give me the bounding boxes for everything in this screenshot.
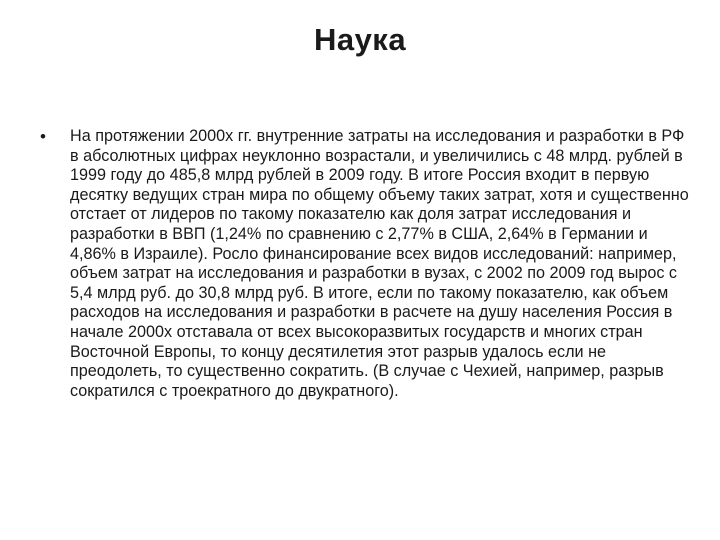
bullet-item bbox=[40, 127, 690, 401]
slide-content bbox=[40, 127, 690, 401]
slide-title: Наука bbox=[313, 22, 407, 57]
bullet-text: На протяжении 2000х гг. внутренние затраты на исследования и разработки в РФ в абсолютных цифрах неуклонно возрастали, и увеличились с 48 млрд. рублей в 1999 году до 485,8 млрд рублей в 2009 году. В итоге Россия входит в первую десятку ведущих стран мира по общему объему таких затрат, хотя и существенно отстает от лидеров по такому показателю как доля затрат исследования и разработки в ВВП (1,24% по сравнению с 2,77% в США, 2,64% в Германии и 4,86% в Израиле). Росло финансирование всех видов исследований: например, объем затрат на исследования и разработки в вузах, с 2002 по 2009 год вырос с 5,4 млрд руб. до 30,8 млрд руб. В итоге, если по такому показателю, как объем расходов на исследования и разработки в расчете на душу населения Россия в начале 2000х отставала от всех высокоразвитых государств и многих стран Восточной Европы, то концу десятилетия этот разрыв удалось если не преодолеть, то существенно сократить. (В случае с Чехией, например, разрыв сократился с троекратного до двукратного). bbox=[70, 127, 689, 400]
bullet-icon: • bbox=[40, 127, 46, 146]
